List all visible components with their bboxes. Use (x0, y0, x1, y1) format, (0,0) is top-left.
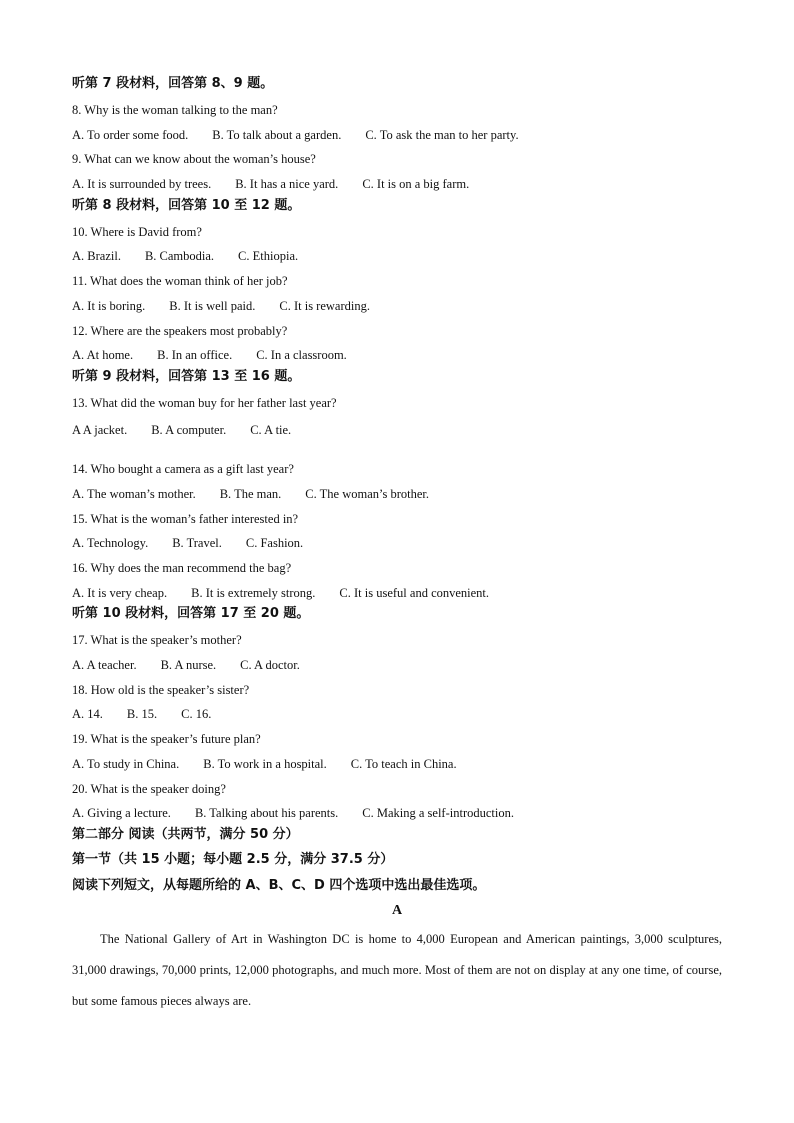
option-b: B. A nurse. (160, 658, 217, 672)
section-heading-8: 听第 8 段材料，回答第 10 至 12 题。 (72, 198, 301, 213)
option-a: A. To study in China. (72, 757, 180, 771)
option-b: B. It is extremely strong. (191, 586, 316, 600)
options-14 (72, 486, 453, 502)
options-16 (72, 585, 513, 601)
question-14: 14. Who bought a camera as a gift last year? (72, 462, 294, 476)
section-heading-10: 听第 10 段材料，回答第 17 至 20 题。 (72, 606, 310, 621)
question-8: 8. Why is the woman talking to the man? (72, 103, 278, 117)
question-19: 19. What is the speaker’s future plan? (72, 732, 261, 746)
option-b: B. It has a nice yard. (235, 177, 339, 191)
option-a: A A jacket. (72, 423, 128, 437)
option-c: C. It is useful and convenient. (339, 586, 490, 600)
option-c: C. The woman’s brother. (305, 487, 430, 501)
question-15: 15. What is the woman’s father interested in? (72, 512, 299, 526)
section-one-heading: 第一节（共 15 小题；每小题 2.5 分，满分 37.5 分） (72, 852, 394, 867)
question-20: 20. What is the speaker doing? (72, 782, 226, 796)
passage-text: The National Gallery of Art in Washington DC is home to 4,000 European and American paintings, 3,000 sculptures, 31,000 drawings, 70,000 prints, 12,000 photographs, and much more. Most of them are not on display at any one time, of course, but some famous pieces always are. (72, 932, 722, 1008)
options-15 (72, 535, 327, 551)
options-18 (72, 706, 235, 722)
reading-instruction: 阅读下列短文，从每题所给的 A、B、C、D 四个选项中选出最佳选项。 (72, 878, 486, 893)
option-a: A. The woman’s mother. (72, 487, 196, 501)
options-12 (72, 347, 371, 363)
question-13: 13. What did the woman buy for her father last year? (72, 396, 337, 410)
options-13 (72, 422, 315, 438)
options-8 (72, 127, 543, 143)
question-17: 17. What is the speaker’s mother? (72, 633, 242, 647)
passage-label: A (391, 903, 403, 918)
option-a: A. 14. (72, 707, 103, 721)
option-b: B. The man. (219, 487, 282, 501)
section-heading-7: 听第 7 段材料，回答第 8、9 题。 (72, 76, 274, 91)
option-a: A. Technology. (72, 536, 149, 550)
question-10: 10. Where is David from? (72, 225, 202, 239)
option-b: B. It is well paid. (169, 299, 256, 313)
option-a: A. It is very cheap. (72, 586, 168, 600)
option-b: B. Talking about his parents. (194, 806, 339, 820)
options-20 (72, 805, 538, 821)
options-17 (72, 657, 324, 673)
option-b: B. To work in a hospital. (203, 757, 327, 771)
option-c: C. It is on a big farm. (362, 177, 470, 191)
option-a: A. A teacher. (72, 658, 137, 672)
option-c: C. Ethiopia. (238, 249, 299, 263)
option-a: A. It is surrounded by trees. (72, 177, 212, 191)
option-a: A. At home. (72, 348, 134, 362)
question-16: 16. Why does the man recommend the bag? (72, 561, 292, 575)
option-c: C. A tie. (250, 423, 292, 437)
question-9: 9. What can we know about the woman’s house? (72, 152, 316, 166)
options-10 (72, 248, 322, 264)
option-b: B. In an office. (157, 348, 233, 362)
section-heading-9: 听第 9 段材料，回答第 13 至 16 题。 (72, 369, 301, 384)
option-b: B. 15. (126, 707, 158, 721)
options-11 (72, 298, 394, 314)
option-c: C. Making a self-introduction. (362, 806, 514, 820)
option-b: B. To talk about a garden. (212, 128, 342, 142)
option-c: C. Fashion. (245, 536, 304, 550)
options-9 (72, 176, 493, 192)
option-c: C. It is rewarding. (279, 299, 370, 313)
option-c: C. To teach in China. (350, 757, 457, 771)
options-19 (72, 756, 481, 772)
question-18: 18. How old is the speaker’s sister? (72, 683, 250, 697)
option-a: A. To order some food. (72, 128, 189, 142)
option-b: B. A computer. (151, 423, 227, 437)
option-c: C. 16. (181, 707, 212, 721)
option-a: A. Brazil. (72, 249, 121, 263)
option-b: B. Cambodia. (144, 249, 215, 263)
question-11: 11. What does the woman think of her job? (72, 274, 288, 288)
option-a: A. Giving a lecture. (72, 806, 171, 820)
option-c: C. In a classroom. (256, 348, 347, 362)
question-12: 12. Where are the speakers most probably? (72, 324, 288, 338)
option-b: B. Travel. (172, 536, 222, 550)
part-two-heading: 第二部分 阅读（共两节，满分 50 分） (72, 827, 299, 842)
option-c: C. A doctor. (240, 658, 300, 672)
option-a: A. It is boring. (72, 299, 146, 313)
option-c: C. To ask the man to her party. (365, 128, 519, 142)
